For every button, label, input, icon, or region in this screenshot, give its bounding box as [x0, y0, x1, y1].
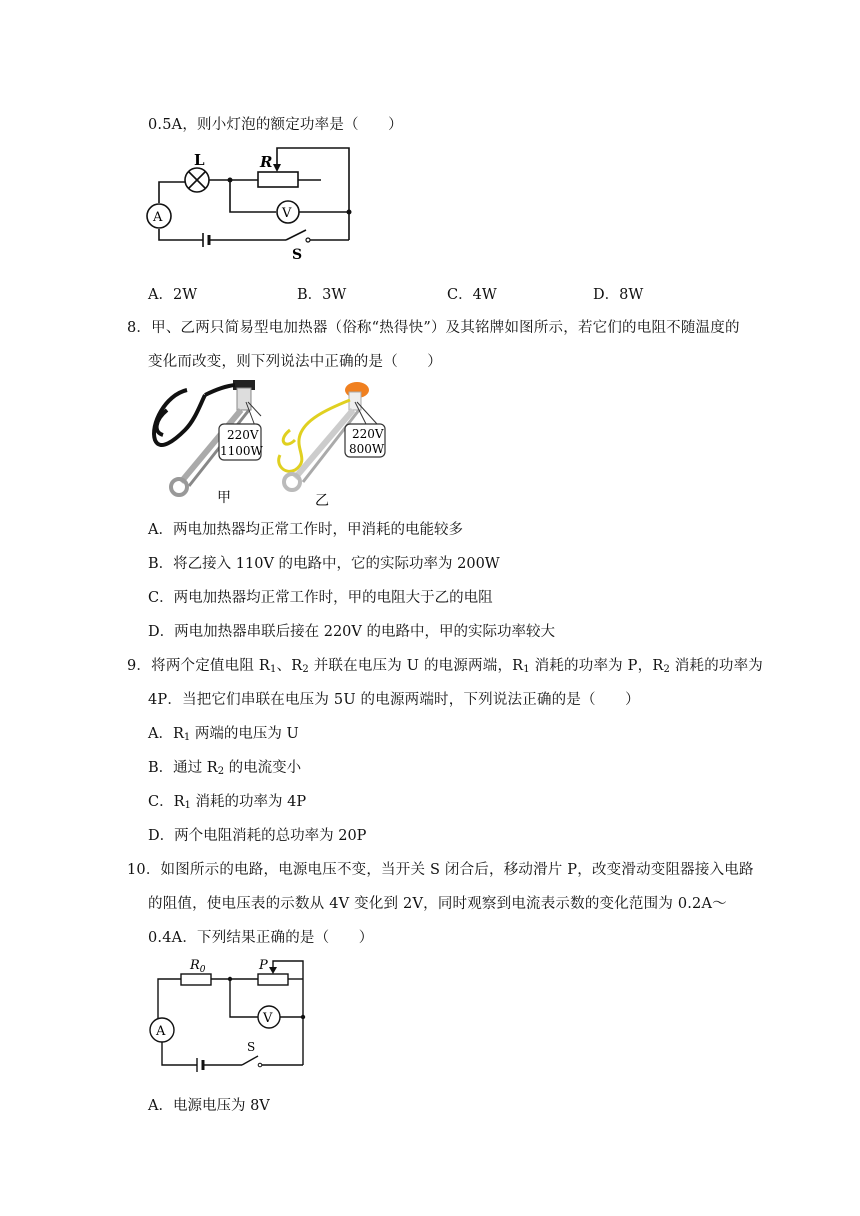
heater-a-power: 1100W	[220, 444, 263, 458]
q9-stem-line2: 4P．当把它们串联在电压为 5U 的电源两端时，下列说法正确的是（ ）	[148, 692, 640, 708]
q7-option-b[interactable]: B．3W	[297, 287, 347, 303]
q8-option-a[interactable]: A．两电加热器均正常工作时，甲消耗的电能较多	[148, 522, 463, 538]
q7-option-d[interactable]: D．8W	[593, 287, 644, 303]
q9-stem-line1: 9．将两个定值电阻 $R_1$、$R_2$ 并联在电压为 U 的电源两端，$R_1$ 消耗的功率为 P，$R_2$ 消耗的功率为	[127, 658, 764, 675]
q10-option-a[interactable]: A．电源电压为 8V	[148, 1098, 270, 1114]
heater-b-voltage: 220V	[352, 427, 384, 441]
heater-a-voltage: 220V	[227, 428, 259, 442]
voltmeter-label: V	[282, 206, 292, 221]
q10-stem-line2: 的阻值，使电压表的示数从 4V 变化到 2V，同时观察到电流表示数的变化范围为 0.2A～	[148, 896, 727, 912]
heater-b-label: 乙	[315, 493, 329, 509]
q9-option-a[interactable]: A．$R_1$ 两端的电压为 U	[148, 726, 299, 743]
heater-b-power: 800W	[349, 442, 385, 456]
q8-stem-line1: 8．甲、乙两只简易型电加热器（俗称“热得快”）及其铭牌如图所示，若它们的电阻不随温度的	[127, 320, 740, 336]
q8-option-d[interactable]: D．两电加热器串联后接在 220V 的电路中，甲的实际功率较大	[148, 624, 555, 640]
ammeter-label: A	[153, 210, 163, 225]
q7-option-c[interactable]: C．4W	[447, 287, 497, 303]
r0-label: $R_0$	[190, 958, 206, 975]
heater-a-label: 甲	[217, 490, 231, 506]
voltmeter-label: V	[263, 1011, 273, 1026]
q7-option-a[interactable]: A．2W	[148, 287, 198, 303]
q9-option-b[interactable]: B．通过 $R_2$ 的电流变小	[148, 760, 302, 777]
q7-circuit-diagram	[140, 145, 370, 265]
switch-label: S	[247, 1040, 256, 1054]
q8-option-b[interactable]: B．将乙接入 110V 的电路中，它的实际功率为 200W	[148, 556, 500, 572]
q10-circuit-diagram	[150, 955, 320, 1075]
slider-label: P	[259, 958, 268, 973]
q8-option-c[interactable]: C．两电加热器均正常工作时，甲的电阻大于乙的电阻	[148, 590, 493, 606]
q8-stem-line2: 变化而改变，则下列说法中正确的是（ ）	[148, 354, 442, 370]
q10-stem-line3: 0.4A．下列结果正确的是（ ）	[148, 930, 374, 946]
lamp-label: L	[194, 151, 205, 169]
switch-label: S	[292, 247, 303, 263]
rheostat-label: R	[260, 153, 273, 171]
q7-stem-tail: 0.5A，则小灯泡的额定功率是（ ）	[148, 117, 403, 133]
q8-heater-photos	[145, 380, 395, 510]
q9-option-c[interactable]: C．$R_1$ 消耗的功率为 4P	[148, 794, 307, 811]
q10-stem-line1: 10．如图所示的电路，电源电压不变，当开关 S 闭合后，移动滑片 P，改变滑动变阻器接入电路	[127, 862, 754, 878]
ammeter-label: A	[156, 1024, 166, 1039]
q9-option-d[interactable]: D．两个电阻消耗的总功率为 20P	[148, 828, 367, 844]
